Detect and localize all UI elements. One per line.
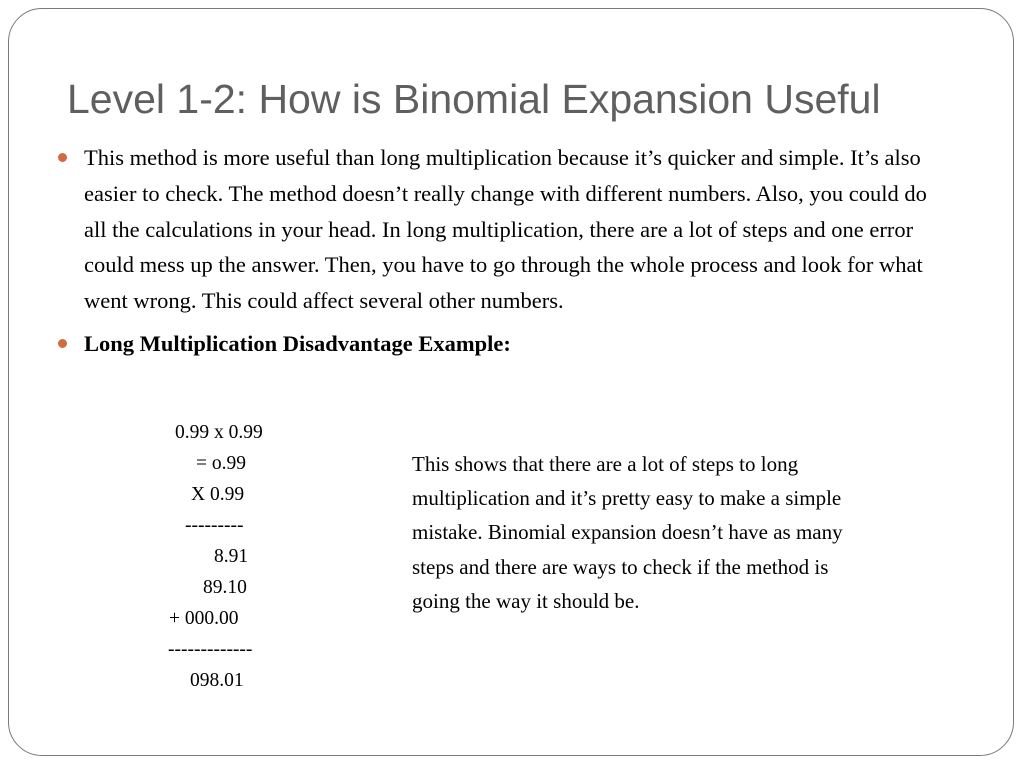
- calc-line-partial-product-2: 89.10: [203, 577, 247, 598]
- bullet-item-benefits: [54, 140, 954, 319]
- calc-line-result: 098.01: [190, 670, 244, 691]
- slide-title: Level 1-2: How is Binomial Expansion Useful: [67, 76, 881, 122]
- calc-line-partial-product-3: + 000.00: [169, 608, 239, 629]
- calc-line-first-factor: = o.99: [196, 453, 246, 474]
- bullet-dot-icon: [58, 153, 67, 162]
- calc-line-final-separator: -------------: [168, 639, 253, 660]
- explanation-text: This shows that there are a lot of steps to long multiplication and it’s pretty easy to make a simple mistake. Binomial expansion doesn’t have as many steps and there are ways to check if the method is going the way it should be.: [412, 452, 843, 613]
- calc-line-partial-product-1: 8.91: [214, 546, 249, 567]
- bullet-list: [54, 140, 954, 362]
- bullet-text-example-heading: Long Multiplication Disadvantage Example:: [84, 330, 511, 356]
- slide-frame: [8, 8, 1014, 756]
- bullet-dot-icon: [58, 339, 67, 348]
- calc-line-separator: ---------: [185, 515, 244, 536]
- calc-line-problem: 0.99 x 0.99: [175, 422, 263, 443]
- calc-line-second-factor: X 0.99: [191, 484, 245, 505]
- bullet-item-example: [54, 326, 954, 362]
- bullet-text-benefits: This method is more useful than long multiplication because it’s quicker and simple. It’s also easier to check. The method doesn’t really change with different numbers. Also, you could do all the calculations in your head. In long multiplication, there are a lot of steps and one error could mess up the answer. Then, you have to go through the whole process and look for what went wrong. This could affect several other numbers.: [84, 145, 927, 314]
